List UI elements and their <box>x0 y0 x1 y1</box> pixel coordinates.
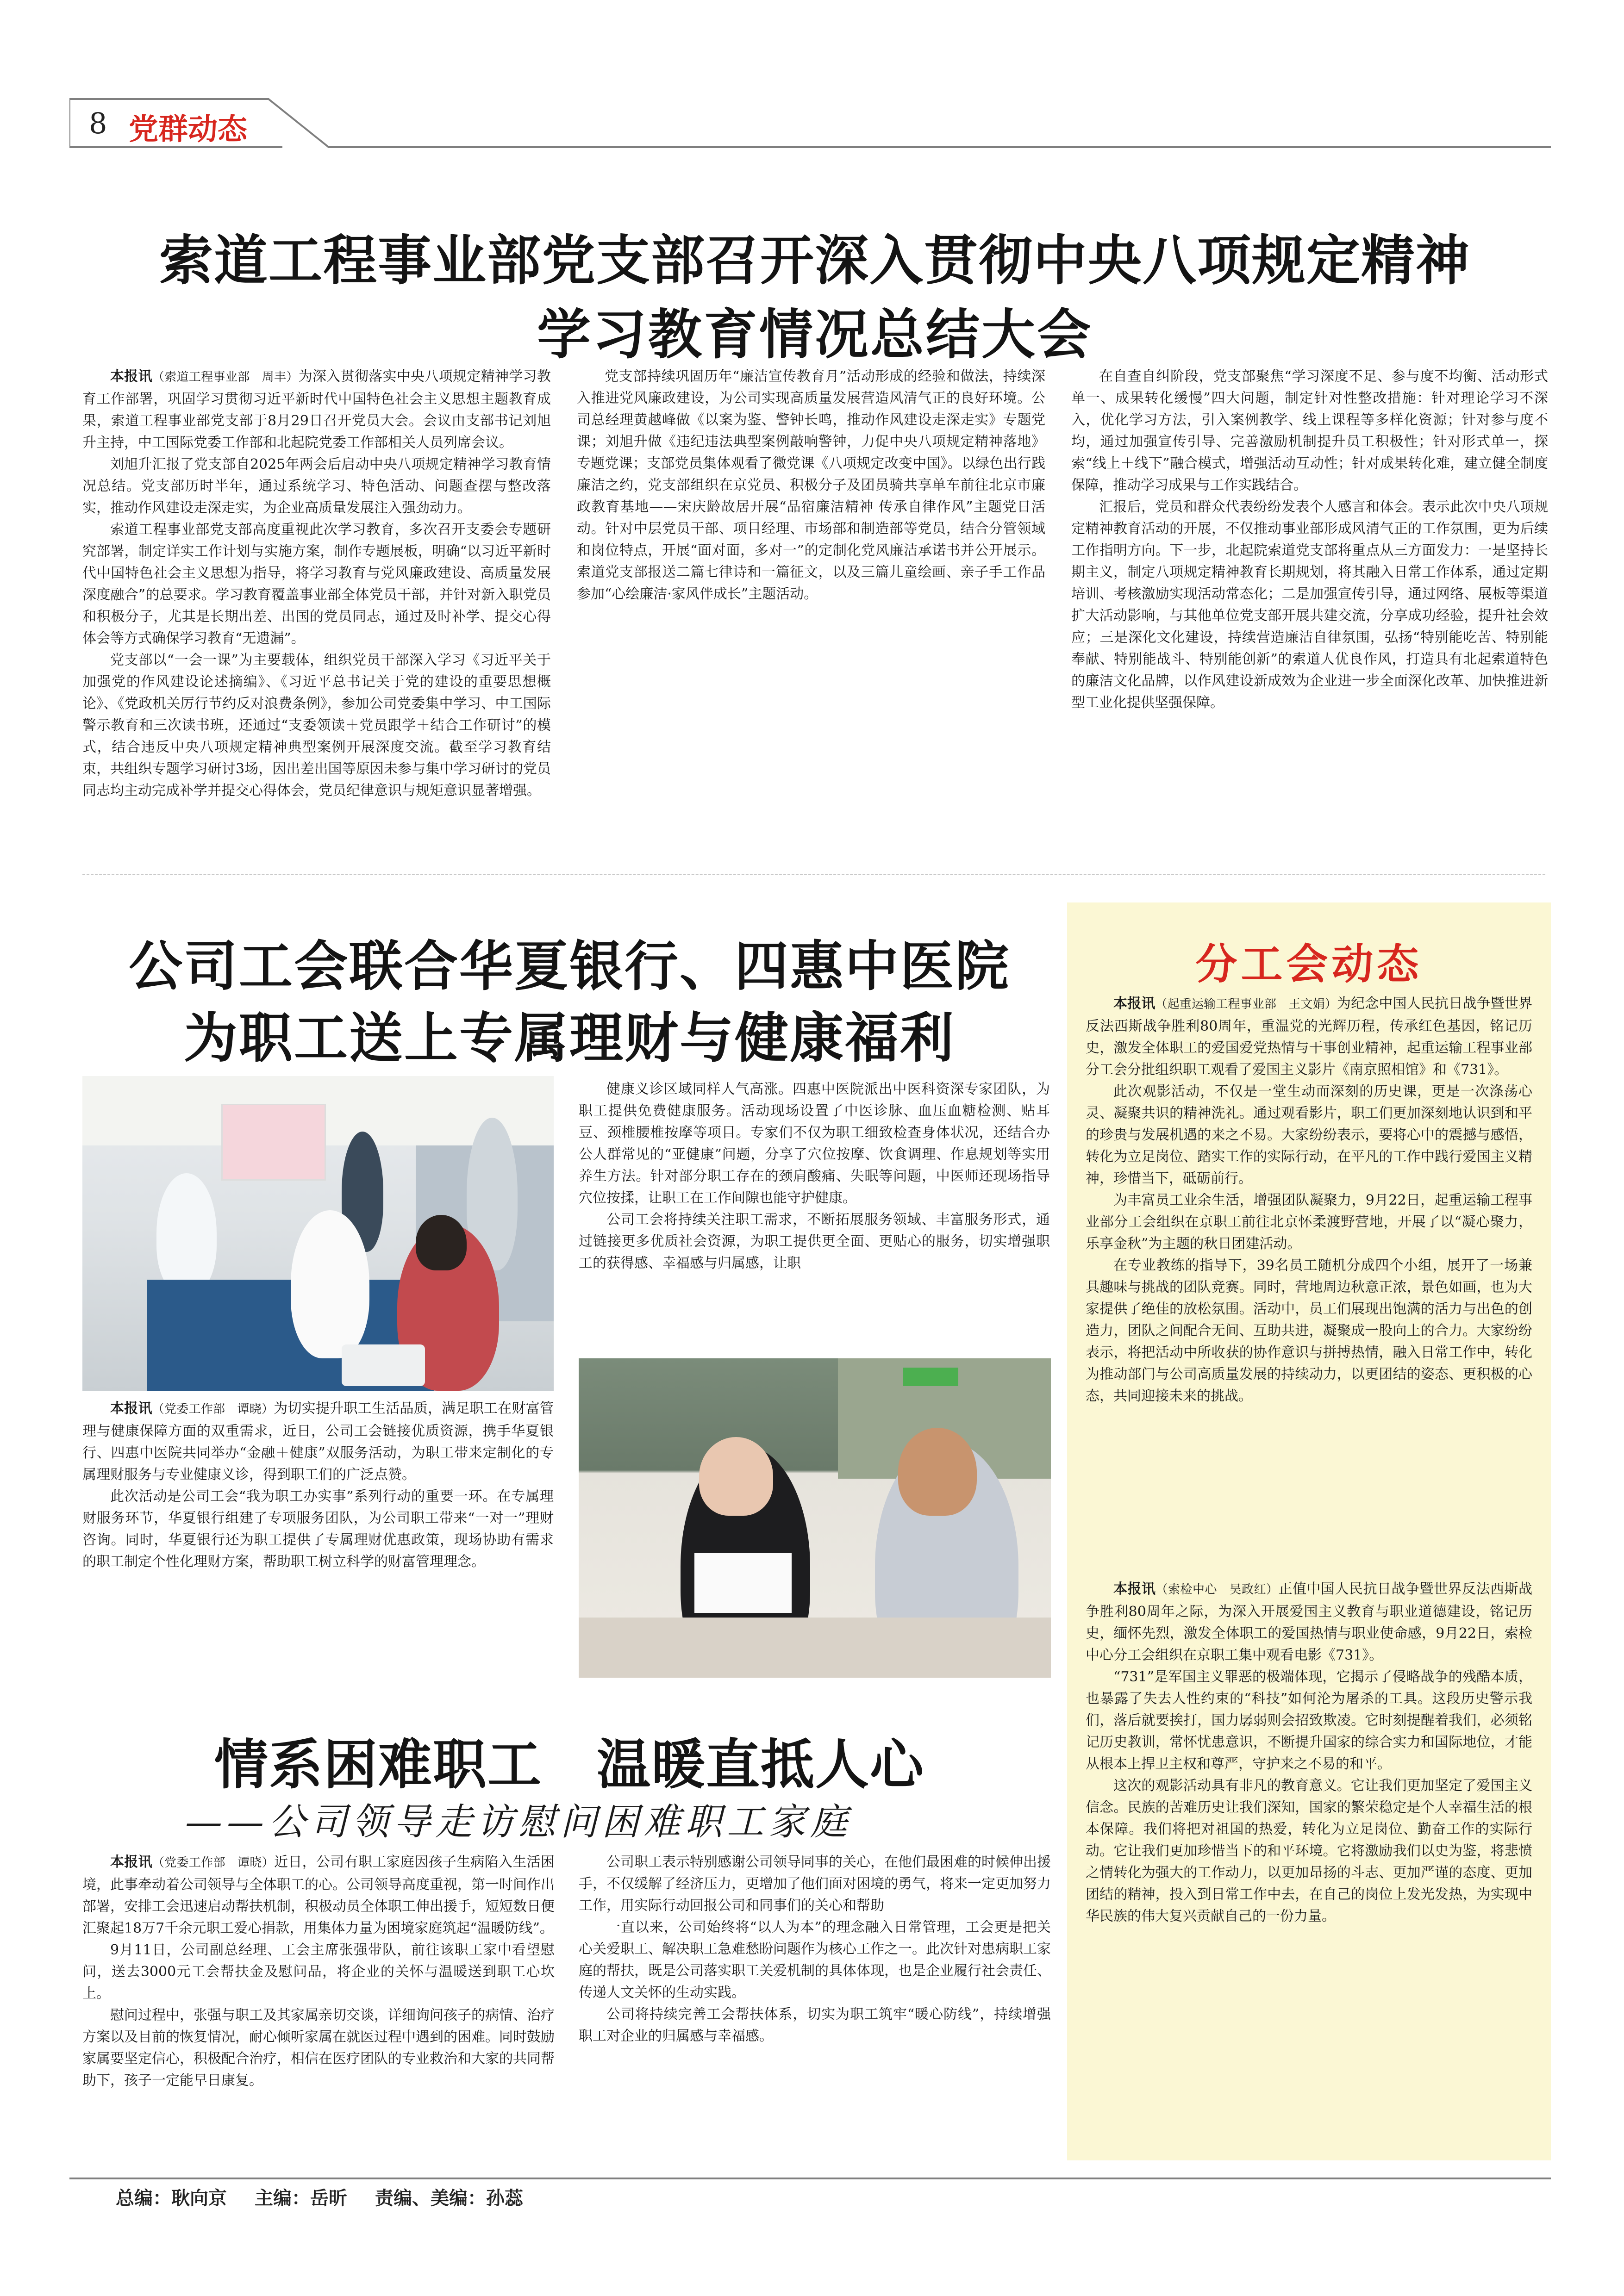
sidebar-item-byline: 本报讯 <box>1113 996 1156 1012</box>
article2-title-line1: 公司工会联合华夏银行、四惠中医院 <box>129 935 1010 998</box>
sidebar-paragraph: 正值中国人民抗日战争暨世界反法西斯战争胜利80周年之际，为深入开展爱国主义教育与职业道德建设，铭记历史，缅怀先烈，激发全体职工的爱国热情与职业使命感，9月22日，索检中心分工会组织在京职工集中观看电影《731》。 <box>1086 1581 1532 1663</box>
sidebar-paragraph: 为丰富员工业余生活，增强团队凝聚力，9月22日，起重运输工程事业部分工会组织在京职工前往北京怀柔渡野营地，开展了以“凝心聚力，乐享金秋”为主题的秋日团建活动。 <box>1086 1192 1532 1252</box>
sidebar-paragraph: 这次的观影活动具有非凡的教育意义。它让我们更加坚定了爱国主义信念。民族的苦难历史让我们深知，国家的繁荣稳定是个人幸福生活的根本保障。我们将把对祖国的热爱，转化为立足岗位、勤奋工作的实际行动。它让我们更加珍惜当下的和平环境。它将激励我们以史为鉴，将悲愤之情转化为强大的工作动力，以更加昂扬的斗志、更加严谨的态度、更加团结的精神，投入到日常工作中去，在自己的岗位上发光发热，为实现中华民族的伟大复兴贡献自己的一份力量。 <box>1086 1778 1532 1924</box>
article1-column-3 <box>1071 366 1548 856</box>
article1-paragraph: 为深入贯彻落实中央八项规定精神学习教育工作部署，巩固学习贯彻习近平新时代中国特色社会主义思想主题教育成果，索道工程事业部党支部于8月29日召开党员大会。会议由支部书记刘旭升主持，中工国际党委工作部和北起院党委工作部相关人员列席会议。 <box>82 368 551 451</box>
article1-column-1 <box>82 366 551 856</box>
sidebar-item-source: （索检中心 吴政红） <box>1156 1583 1279 1597</box>
article3-paragraph: 近日，公司有职工家庭因孩子生病陷入生活困境，此事牵动着公司领导与全体职工的心。公司领导高度重视，第一时间作出部署，安排工会迅速启动帮扶机制，积极动员全体职工伸出援手，短短数日便汇聚起18万7千余元职工爱心捐款，用集体力量为困境家庭筑起“温暖防线”。 <box>82 1854 555 1936</box>
article3-paragraph: 公司将持续完善工会帮扶体系，切实为职工筑牢“暖心防线”，持续增强职工对企业的归属感与幸福感。 <box>579 2006 1051 2044</box>
sidebar-item-2 <box>1086 1578 1532 2147</box>
sidebar-item-source: （起重运输工程事业部 王文娟） <box>1155 997 1337 1011</box>
article1-source: （索道工程事业部 周丰） <box>152 370 299 384</box>
article1-column-2 <box>577 366 1045 856</box>
sidebar-box <box>1067 902 1551 2160</box>
footer-credits <box>116 2184 1042 2210</box>
sidebar-paragraph: “731”是军国主义罪恶的极端体现，它揭示了侵略战争的残酷本质，也暴露了失去人性约束的“科技”如何沦为屠杀的工具。这段历史警示我们，落后就要挨打，国力孱弱则会招致欺凌。它时刻提醒着我们，必须铭记历史教训，常怀忧患意识，不断提升国家的综合实力和国际地位，才能从根本上捍卫主权和尊严，守护来之不易的和平。 <box>1086 1669 1532 1772</box>
article2-source: （党委工作部 谭晓） <box>152 1402 274 1416</box>
chief-editor-label: 总编： <box>116 2188 171 2209</box>
health-clinic-photo <box>82 1076 554 1391</box>
responsible-editor-name: 孙蕊 <box>486 2188 523 2209</box>
article3-paragraph: 慰问过程中，张强与职工及其家属亲切交谈，详细询问孩子的病情、治疗方案以及目前的恢复情况，耐心倾听家属在就医过程中遇到的困难。同时鼓励家属要坚定信心，积极配合治疗，相信在医疗团队的专业救治和大家的共同帮助下，孩子一定能早日康复。 <box>82 2007 555 2089</box>
sidebar-paragraph: 此次观影活动，不仅是一堂生动而深刻的历史课，更是一次涤荡心灵、凝聚共识的精神洗礼。通过观看影片，职工们更加深刻地认识到和平的珍贵与发展机遇的来之不易。大家纷纷表示，要将心中的震撼与感悟，转化为立足岗位、踏实工作的实际行动，在平凡的工作中践行爱国主义精神，珍惜当下，砥砺前行。 <box>1086 1083 1532 1187</box>
sidebar-paragraph: 为纪念中国人民抗日战争暨世界反法西斯战争胜利80周年，重温党的光辉历程，传承红色基因，铭记历史，激发全体职工的爱国爱党热情与干事创业精神，起重运输工程事业部分工会分批组织职工观看了爱国主义影片《南京照相馆》和《731》。 <box>1086 996 1532 1078</box>
editor-name: 岳昕 <box>310 2188 347 2209</box>
article3-paragraph: 9月11日，公司副总经理、工会主席张强带队，前往该职工家中看望慰问，送去3000元工会帮扶金及慰问品，将企业的关怀与温暖送到职工心坎上。 <box>82 1942 555 2002</box>
section-divider <box>82 874 1545 875</box>
bank-consultation-photo <box>579 1358 1051 1678</box>
article2-paragraph: 此次活动是公司工会“我为职工办实事”系列行动的重要一环。在专属理财服务环节，华夏银行组建了专项服务团队，为公司职工带来“一对一”理财咨询。同时，华夏银行还为职工提供了专属理财优惠政策，现场协助有需求的职工制定个性化理财方案，帮助职工树立科学的财富管理理念。 <box>82 1488 554 1570</box>
article1-paragraph: 党支部以“一会一课”为主要载体，组织党员干部深入学习《习近平关于加强党的作风建设论述摘编》、《习近平总书记关于党的建设的重要思想概论》、《党政机关厉行节约反对浪费条例》，参加公司党委集中学习、中工国际警示教育和三次读书班，还通过“支委领读＋党员跟学＋结合工作研讨”的模式，结合违反中央八项规定精神典型案例开展深度交流。截至学习教育结束，共组织专题学习研讨3场，因出差出国等原因未参与集中学习研讨的党员同志均主动完成补学并提交心得体会，党员纪律意识与规矩意识显著增强。 <box>82 652 551 799</box>
sidebar-item-1 <box>1086 993 1532 1622</box>
article3-paragraph: 一直以来，公司始终将“以人为本”的理念融入日常管理，工会更是把关心关爱职工、解决职工急难愁盼问题作为核心工作之一。此次针对患病职工家庭的帮扶，既是公司落实职工关爱机制的具体体现，也是企业履行社会责任、传递人文关怀的生动实践。 <box>579 1919 1051 2001</box>
responsible-editor-label: 责编、美编： <box>375 2188 486 2209</box>
article3-byline: 本报讯 <box>110 1854 152 1870</box>
article1-paragraph: 刘旭升汇报了党支部自2025年两会后启动中央八项规定精神学习教育情况总结。党支部历时半年，通过系统学习、特色活动、问题查摆与整改落实，推动作风建设走深走实，为企业高质量发展注入强劲动力。 <box>82 456 551 516</box>
header-rule <box>69 93 1551 153</box>
chief-editor-name: 耿向京 <box>171 2188 227 2209</box>
article3-column-2 <box>579 1851 1051 2157</box>
article1-title-line1: 索道工程事业部党支部召开深入贯彻中央八项规定精神 <box>159 230 1470 292</box>
page-number: 8 <box>89 106 107 140</box>
footer-rule <box>69 2178 1551 2179</box>
article1-paragraph: 在自查自纠阶段，党支部聚焦“学习深度不足、参与度不均衡、活动形式单一、成果转化缓慢”四大问题，制定针对性整改措施：针对理论学习不深入，优化学习方法，引入案例教学、线上课程等多样化资源；针对参与度不均，通过加强宣传引导、完善激励机制提升员工积极性；针对形式单一，探索“线上＋线下”融合模式，增强活动互动性；针对成果转化难，建立健全制度保障，推动学习成果与工作实践结合。 <box>1071 368 1548 493</box>
article2-column-1 <box>82 1398 554 1675</box>
article1-byline: 本报讯 <box>110 368 152 385</box>
page-header <box>69 93 1551 153</box>
article2-paragraph: 健康义诊区域同样人气高涨。四惠中医院派出中医科资深专家团队，为职工提供免费健康服务。活动现场设置了中医诊脉、血压血糖检测、贴耳豆、颈椎腰椎按摩等项目。专家们不仅为职工细致检查身体状况，还结合办公人群常见的“亚健康”问题，分享了穴位按摩、饮食调理、作息规划等实用养生方法。针对部分职工存在的颈肩酸痛、失眠等问题，中医师还现场指导穴位按揉，让职工在工作间隙也能守护健康。 <box>579 1081 1050 1206</box>
article1-title-line2: 学习教育情况总结大会 <box>537 304 1093 366</box>
article2-paragraph: 为切实提升职工生活品质，满足职工在财富管理与健康保障方面的双重需求，近日，公司工会链接优质资源，携手华夏银行、四惠中医院共同举办“金融＋健康”双服务活动，为职工带来定制化的专属理财服务与专业健康义诊，得到职工们的广泛点赞。 <box>82 1400 554 1483</box>
article3-subtitle: ——公司领导走访慰问困难职工家庭 <box>185 1800 852 1843</box>
article2-paragraph: 公司工会将持续关注职工需求，不断拓展服务领域、丰富服务形式，通过链接更多优质社会资源，为职工提供更全面、更贴心的服务，切实增强职工的获得感、幸福感与归属感，让职 <box>579 1212 1050 1271</box>
editor-label: 主编： <box>255 2188 310 2209</box>
article3-title: 情系困难职工 温暖直抵人心 <box>214 1734 924 1796</box>
section-title: 党群动态 <box>129 112 247 147</box>
article3-paragraph: 公司职工表示特别感谢公司领导同事的关心，在他们最困难的时候伸出援手，不仅缓解了经济压力，更增加了他们面对困境的勇气，将来一定更加努力工作，用实际行动回报公司和同事们的关心和帮助 <box>579 1854 1051 1914</box>
article1-paragraph: 索道工程事业部党支部高度重视此次学习教育，多次召开支委会专题研究部署，制定详实工作计划与实施方案，制作专题展板，明确“以习近平新时代中国特色社会主义思想为指导，将学习教育与党风廉政建设、高质量发展深度融合”的总要求。学习教育覆盖事业部全体党员干部，并针对新入职党员和积极分子，尤其是长期出差、出国的党员同志，通过及时补学、提交心得体会等方式确保学习教育“无遗漏”。 <box>82 522 551 647</box>
article3-source: （党委工作部 谭晓） <box>152 1856 275 1870</box>
article1-paragraph: 党支部持续巩固历年“廉洁宣传教育月”活动形成的经验和做法，持续深入推进党风廉政建设，为公司实现高质量发展营造风清气正的良好环境。公司总经理黄越峰做《以案为鉴、警钟长鸣，推动作风建设走深走实》专题党课；刘旭升做《违纪违法典型案例敲响警钟，力促中央八项规定精神落地》专题党课；支部党员集体观看了微党课《八项规定改变中国》。以绿色出行践廉洁之约，党支部组织在京党员、积极分子及团员骑共享单车前往北京市廉政教育基地——宋庆龄故居开展“品宿廉洁精神 传承自律作风”主题党日活动。针对中层党员干部、项目经理、市场部和制造部等党员，结合分管领域和岗位特点，开展“面对面，多对一”的定制化党风廉洁承诺书并公开展示。索道党支部报送二篇七律诗和一篇征文，以及三篇儿童绘画、亲子手工作品参加“心绘廉洁·家风伴成长”主题活动。 <box>577 368 1045 602</box>
article1-paragraph: 汇报后，党员和群众代表纷纷发表个人感言和体会。表示此次中央八项规定精神教育活动的开展，不仅推动事业部形成风清气正的工作氛围，更为后续工作指明方向。下一步，北起院索道党支部将重点从三方面发力：一是坚持长期主义，制定八项规定精神教育长期规划，将其融入日常工作体系，通过定期培训、考核激励实现活动常态化；二是加强宣传引导，通过网络、展板等渠道扩大活动影响，与其他单位党支部开展共建交流，分享成功经验，提升社会效应；三是深化文化建设，持续营造廉洁自律氛围，弘扬“特别能吃苦、特别能奉献、特别能战斗、特别能创新”的索道人优良作风，打造具有北起索道特色的廉洁文化品牌，以作风建设新成效为企业进一步全面深化改革、加快推进新型工业化提供坚强保障。 <box>1071 499 1548 711</box>
sidebar-title: 分工会动态 <box>1195 940 1423 989</box>
article2-title-line2: 为职工送上专属理财与健康福利 <box>184 1007 955 1070</box>
sidebar-item-byline: 本报讯 <box>1113 1581 1156 1597</box>
article2-column-2 <box>579 1078 1050 1338</box>
sidebar-paragraph: 在专业教练的指导下，39名员工随机分成四个小组，展开了一场兼具趣味与挑战的团队竞赛。同时，营地周边秋意正浓，景色如画，也为大家提供了绝佳的放松氛围。活动中，员工们展现出饱满的活力与出色的创造力，团队之间配合无间、互助共进，凝聚成一股向上的合力。大家纷纷表示，将把活动中所收获的协作意识与拼搏热情，融入日常工作中，转化为推动部门与公司高质量发展的持续动力，以更团结的姿态、更积极的心态，共同迎接未来的挑战。 <box>1086 1257 1532 1404</box>
article2-byline: 本报讯 <box>110 1400 152 1417</box>
article3-column-1 <box>82 1851 555 2157</box>
